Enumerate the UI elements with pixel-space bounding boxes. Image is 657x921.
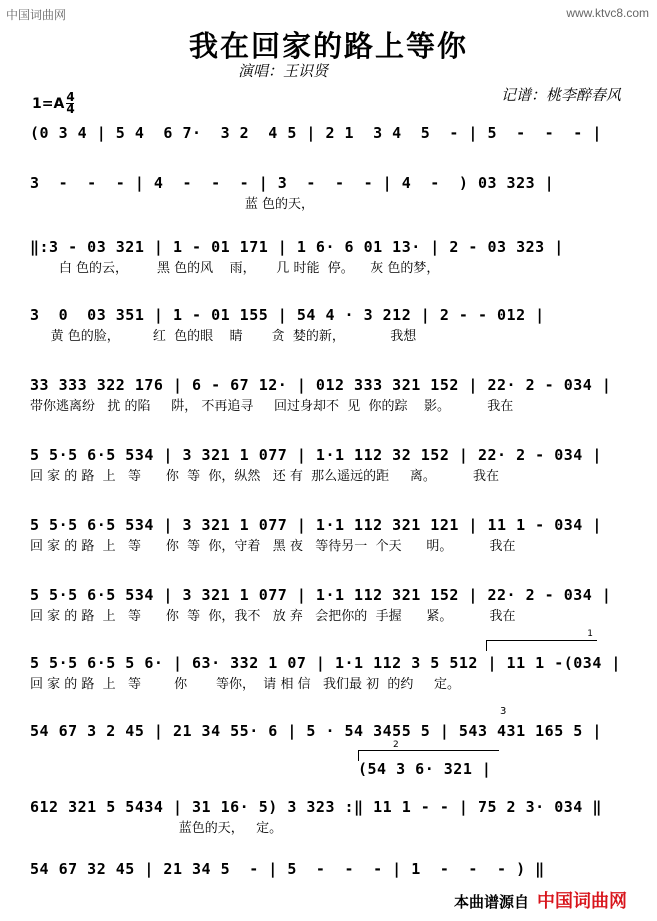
- notation-line: 54 67 3 2 45 | 21 34 55· 6 | 5 · 54 3455 5 | 543 431 165 5 |: [30, 722, 602, 740]
- lyrics-line: 蓝 色的天，: [30, 197, 315, 212]
- footer-logo[interactable]: 中国词曲网: [537, 891, 627, 912]
- lyrics-line: 回 家 的 路 上 等 你 等 你，守着 黑 夜 等待另一 个天 明。 我在: [30, 539, 516, 554]
- notation-line: ‖:3 - 03 321 | 1 - 01 171 | 1 6· 6 01 13· | 2 - 03 323 |: [30, 238, 564, 256]
- lyrics-line: 回 家 的 路 上 等 你 等 你，纵然 还 有 那么遥远的距 离。 我在: [30, 469, 500, 484]
- notation-credit: 记谱：桃李醉春风: [500, 86, 621, 104]
- notation-line: 3 0 03 351 | 1 - 01 155 | 54 4 · 3 212 | 2 - - 012 |: [30, 306, 545, 324]
- notation-line: 5 5·5 6·5 5 6· | 63· 332 1 07 | 1·1 112 3 5 512 | 11 1 -(034 |: [30, 654, 621, 672]
- notation-line: 5 5·5 6·5 534 | 3 321 1 077 | 1·1 112 32 152 | 22· 2 - 034 |: [30, 446, 602, 464]
- notation-line: 33 333 322 176 | 6 - 67 12· | 012 333 321 152 | 22· 2 - 034 |: [30, 376, 612, 394]
- lyrics-line: 带你逃离纷 扰 的陷 阱， 不再追寻 回过身却不 见 你的踪 影。 我在: [30, 399, 514, 414]
- volta-bracket-1: [486, 629, 597, 651]
- lyrics-line: 白 色的云， 黑 色的风 雨， 几 时能 停。 灰 色的梦，: [30, 261, 440, 276]
- watermark-right: www.ktvc8.com: [566, 6, 649, 20]
- lyrics-line: 回 家 的 路 上 等 你 等你， 请 相 信 我们最 初 的约 定。: [30, 677, 461, 692]
- singer-credit: 演唱：王识贤: [238, 62, 329, 80]
- song-title: 我在回家的路上等你: [188, 29, 468, 63]
- footer-source-text: 本曲谱源自: [453, 893, 529, 911]
- notation-line: 5 5·5 6·5 534 | 3 321 1 077 | 1·1 112 321 152 | 22· 2 - 034 |: [30, 586, 612, 604]
- key-signature: [32, 92, 75, 115]
- notation-line: 3 - - - | 4 - - - | 3 - - - | 4 - ) 03 323 |: [30, 174, 555, 192]
- lyrics-line: 黄 色的脸， 红 色的眼 睛 贪 婪的新， 我想: [30, 329, 417, 344]
- volta-number: 1: [587, 629, 593, 639]
- notation-line: 54 67 32 45 | 21 34 5 - | 5 - - - | 1 - - - ) ‖: [30, 860, 545, 878]
- meter-bottom: 4: [66, 102, 75, 116]
- notation-line: 612 321 5 5434 | 31 16· 5) 3 323 :‖ 11 1 - - | 75 2 3· 034 ‖: [30, 798, 602, 816]
- notation-line: (0 3 4 | 5 4 6 7· 3 2 4 5 | 2 1 3 4 5 - | 5 - - - |: [30, 124, 602, 142]
- watermark-left: 中国词曲网: [6, 8, 67, 22]
- notation-line: (54 3 6· 321 |: [358, 760, 492, 778]
- volta-number: 2: [393, 740, 399, 750]
- meter-top: 4: [66, 90, 75, 104]
- footer: [454, 887, 627, 913]
- key-label: 1=A: [32, 95, 65, 112]
- lyrics-line: 回 家 的 路 上 等 你 等 你，我不 放 弃 会把你的 手握 紧。 我在: [30, 609, 516, 624]
- time-signature: [66, 92, 74, 115]
- notation-line: 5 5·5 6·5 534 | 3 321 1 077 | 1·1 112 321 121 | 11 1 - 034 |: [30, 516, 602, 534]
- triplet-mark: 3: [500, 706, 507, 717]
- lyrics-line: 蓝色的天， 定。: [30, 821, 283, 836]
- lyrics-line: [30, 146, 630, 164]
